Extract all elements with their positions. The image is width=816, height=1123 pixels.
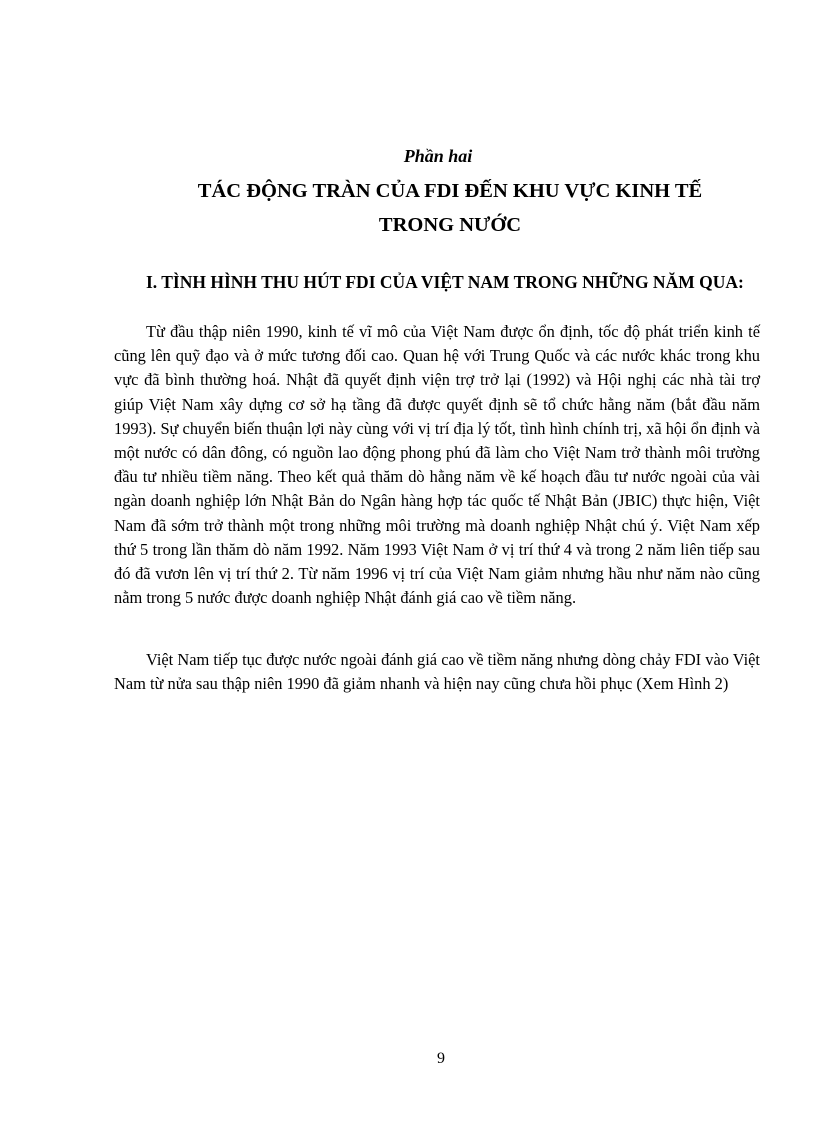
- section-heading-text: I. TÌNH HÌNH THU HÚT FDI CỦA VIỆT NAM TRONG NHỮNG NĂM QUA:: [146, 272, 744, 292]
- page-number: 9: [437, 1050, 445, 1067]
- paragraph-2: Việt Nam tiếp tục được nước ngoài đánh giá cao về tiềm năng nhưng dòng chảy FDI vào Việt Nam từ nửa sau thập niên 1990 đã giảm nhanh và hiện nay cũng chưa hồi phục (Xem Hình 2): [114, 650, 760, 694]
- title-line-2: TRONG NƯỚC: [378, 214, 522, 236]
- part-label: Phần hai: [403, 146, 473, 166]
- chapter-title: [150, 174, 750, 242]
- paragraph-1: Từ đầu thập niên 1990, kinh tế vĩ mô của Việt Nam được ổn định, tốc độ phát triển kinh tế cũng lên quỹ đạo và ở mức tương đối cao. Quan hệ với Trung Quốc và các nước khác trong khu vực đã bình thường hoá. Nhật đã quyết định viện trợ trở lại (1992) và Hội nghị các nhà tài trợ giúp Việt Nam xây dựng cơ sở hạ tầng đã được quyết định sẽ tổ chức hằng năm (bắt đầu năm 1993). Sự chuyển biến thuận lợi này cùng với vị trí địa lý tốt, tình hình chính trị, xã hội ổn định và một nước có dân đông, có nguồn lao động phong phú đã làm cho Việt Nam trở thành môi trường đầu tư nhiều tiềm năng. Theo kết quả thăm dò hằng năm về kế hoạch đầu tư nước ngoài của vài ngàn doanh nghiệp lớn Nhật Bản do Ngân hàng hợp tác quốc tế Nhật Bản (JBIC) thực hiện, Việt Nam đã sớm trở thành một trong những môi trường mà doanh nghiệp Nhật chú ý. Việt Nam xếp thứ 5 trong lần thăm dò năm 1992. Năm 1993 Việt Nam ở vị trí thứ 4 và trong 2 năm liên tiếp sau đó đã vươn lên vị trí thứ 2. Từ năm 1996 vị trí của Việt Nam giảm nhưng hầu như năm nào cũng nằm trong 5 nước được doanh nghiệp Nhật đánh giá cao về tiềm năng.: [114, 322, 760, 608]
- section-heading: [114, 270, 760, 294]
- title-line-1: TÁC ĐỘNG TRÀN CỦA FDI ĐẾN KHU VỰC KINH TẾ: [197, 180, 703, 202]
